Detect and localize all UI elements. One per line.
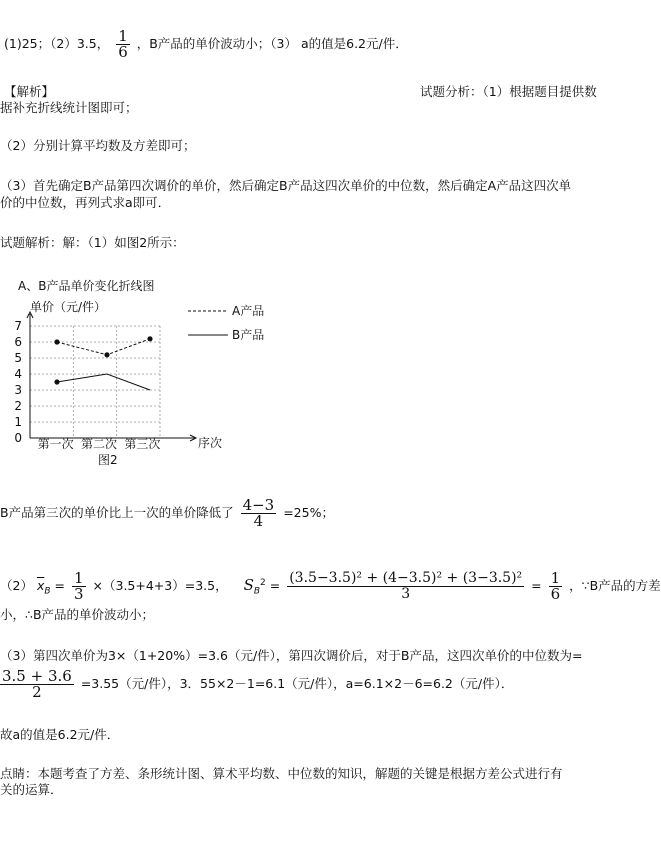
y-tick-label: 4 — [14, 367, 22, 381]
legend-label: B产品 — [232, 328, 265, 342]
part3-frac-den: 2 — [32, 683, 42, 701]
answer-fraction — [116, 29, 130, 60]
y-tick-label: 0 — [14, 431, 22, 445]
analysis-line2: 据补充折线统计图即可； — [0, 100, 138, 115]
variance-result-fraction — [549, 571, 563, 602]
analysis-right: 试题分析：（1）根据题目提供数 — [420, 84, 597, 99]
line-chart — [8, 278, 298, 478]
chart-legend — [188, 303, 264, 342]
part3-line2-wrap — [0, 666, 513, 702]
part2-eq3: = — [531, 578, 542, 594]
x-tick-label: 第一次 — [37, 437, 74, 451]
answer-frac-den: 6 — [118, 43, 128, 61]
xbar-symbol: $\overline{x}$ — [36, 578, 45, 594]
answer-frac-num: 1 — [118, 27, 128, 45]
variance-symbol: S — [243, 576, 254, 595]
analysis-line3: （2）分别计算平均数及方差即可； — [0, 138, 196, 153]
variance-result-den: 6 — [550, 585, 561, 604]
series-line — [57, 374, 150, 390]
part2-line — [0, 565, 661, 610]
part2-a: （2） — [0, 578, 33, 594]
part3-line2: =3.55（元/件），3．55×2－1=6.1（元/件），a=6.1×2－6=6.2（元/件）． — [80, 676, 514, 691]
legend-label: A产品 — [232, 304, 265, 318]
y-tick-label: 7 — [14, 319, 22, 333]
y-tick-label: 6 — [14, 335, 22, 349]
y-tick-label: 3 — [14, 383, 22, 397]
answer-text-1: (1)25；（2）3.5， — [4, 36, 110, 51]
solution-intro: 试题解析：解：（1）如图2所示： — [0, 235, 185, 250]
variance-num: (3.5−3.5)² + (4−3.5)² + (3−3.5)² — [289, 570, 523, 587]
b-drop-fraction — [241, 498, 277, 529]
chart-ylabel: 单价（元/件） — [30, 300, 107, 314]
variance-sub: B — [253, 586, 261, 597]
analysis-line5: 价的中位数，再列式求a即可． — [0, 195, 171, 210]
b-drop-prefix: B产品第三次的单价比上一次的单价降低了 — [0, 505, 234, 520]
answer-line — [4, 29, 408, 60]
x-tick-label: 第三次 — [124, 437, 161, 451]
chart-y-ticks — [14, 319, 22, 445]
y-tick-label: 5 — [14, 351, 22, 365]
series-line — [57, 339, 150, 355]
y-tick-label: 1 — [14, 415, 22, 429]
part2-mean-fraction — [72, 571, 86, 602]
part2-eq2: = — [269, 578, 281, 594]
variance-den: 3 — [401, 586, 411, 603]
series-point — [147, 336, 152, 341]
analysis-label: 【解析】 — [4, 84, 55, 99]
part2-tail: ，∵B产品的方差 — [569, 578, 661, 594]
part2-eq: = — [54, 578, 65, 594]
chart-caption: 图2 — [98, 453, 118, 467]
variance-fraction — [287, 571, 524, 602]
answer-text-2: ，B产品的单价波动小；（3） a的值是6.2元/件． — [136, 36, 408, 51]
variance-result-num: 1 — [550, 569, 561, 588]
series-point — [104, 352, 109, 357]
b-drop-line — [0, 496, 334, 530]
part3-frac-num: 3.5 + 3.6 — [2, 667, 72, 685]
x-tick-label: 第二次 — [80, 437, 118, 451]
series-point — [54, 339, 59, 344]
b-drop-suffix: =25%； — [283, 505, 334, 520]
series-a — [54, 336, 152, 357]
part2-mid: ×（3.5+4+3）=3.5， — [92, 578, 228, 594]
chart-title: A、B产品单价变化折线图 — [18, 279, 155, 293]
xbar-sub: B — [44, 586, 51, 597]
conclusion: 故a的值是6.2元/件． — [0, 727, 120, 742]
part2-mean-den: 3 — [73, 585, 84, 604]
part3-fraction — [0, 669, 74, 700]
part2-line2: 小，∴B产品的单价波动小； — [0, 607, 155, 622]
b-drop-frac-den: 4 — [253, 512, 264, 530]
series-point — [54, 379, 59, 384]
part3-line1: （3）第四次单价为3×（1+20%）=3.6（元/件），第四次调价后，对于B产品，这四次单价的中位数为= — [0, 648, 583, 663]
chart-xlabel: 序次 — [198, 436, 223, 450]
analysis-line4: （3）首先确定B产品第四次调价的单价，然后确定B产品这四次单价的中位数，然后确定A产品这四次单 — [0, 178, 572, 193]
comment-line1: 点睛：本题考查了方差、条形统计图、算术平均数、中位数的知识，解题的关键是根据方差公式进行有 — [0, 766, 563, 781]
series-b — [54, 374, 150, 390]
y-tick-label: 2 — [14, 399, 22, 413]
part2-mean-num: 1 — [73, 569, 84, 588]
comment-line2: 关的运算． — [0, 782, 63, 797]
chart-x-ticks — [38, 436, 161, 451]
b-drop-frac-num: 4−3 — [242, 496, 275, 514]
variance-sup: 2 — [260, 578, 266, 588]
